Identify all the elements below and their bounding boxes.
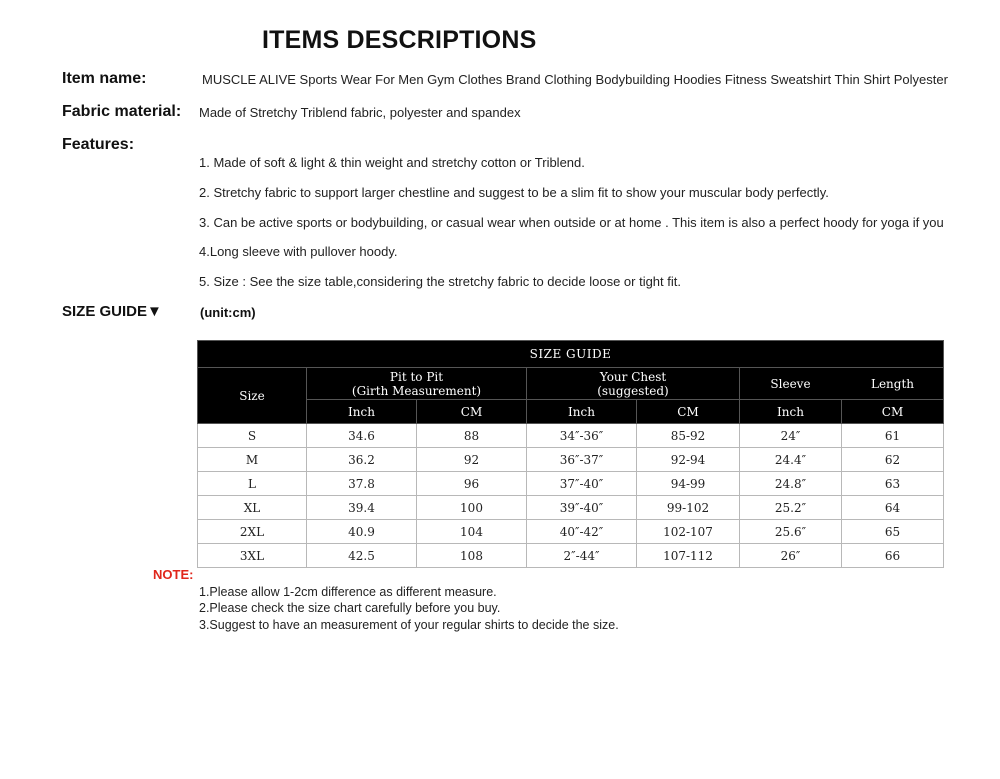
table-subheader-row: [198, 400, 944, 424]
table-cell: 25.2″: [740, 496, 842, 520]
feature-item: 5. Size : See the size table,considering the stretchy fabric to decide loose or tight fit.: [199, 274, 681, 289]
table-cell: 24″: [740, 424, 842, 448]
table-cell: 34.6: [307, 424, 417, 448]
table-cell: 94-99: [637, 472, 740, 496]
table-cell: 40″-42″: [527, 520, 637, 544]
item-name-label: Item name:: [62, 70, 147, 87]
table-cell: 25.6″: [740, 520, 842, 544]
table-cell: XL: [198, 496, 307, 520]
feature-item: 3. Can be active sports or bodybuilding, or casual wear when outside or at home . This item is also a perfect hoody for yoga if you: [199, 215, 944, 230]
table-cell: 96: [417, 472, 527, 496]
table-title: SIZE GUIDE: [198, 341, 944, 368]
table-cell: 37″-40″: [527, 472, 637, 496]
chest-header-line2: (suggested): [597, 383, 669, 398]
subheader-cell: Inch: [307, 400, 417, 424]
table-row: [198, 520, 944, 544]
table-cell: 100: [417, 496, 527, 520]
table-header-row: [198, 368, 944, 400]
size-header: Size: [198, 368, 307, 424]
table-cell: 66: [842, 544, 944, 568]
table-row: [198, 472, 944, 496]
size-guide-table: [197, 340, 944, 568]
table-cell: 39.4: [307, 496, 417, 520]
table-cell: 64: [842, 496, 944, 520]
table-cell: 108: [417, 544, 527, 568]
subheader-cell: CM: [417, 400, 527, 424]
table-cell: S: [198, 424, 307, 448]
table-cell: 24.4″: [740, 448, 842, 472]
table-cell: 99-102: [637, 496, 740, 520]
note-item: 1.Please allow 1-2cm difference as different measure.: [199, 585, 497, 599]
feature-item: 2. Stretchy fabric to support larger chestline and suggest to be a slim fit to show your muscular body perfectly.: [199, 185, 829, 200]
pit-header-line2: (Girth Measurement): [351, 383, 482, 398]
table-cell: 107-112: [637, 544, 740, 568]
chest-header-line1: Your Chest: [599, 369, 667, 384]
table-cell: 39″-40″: [527, 496, 637, 520]
table-cell: 34″-36″: [527, 424, 637, 448]
fabric-value: Made of Stretchy Triblend fabric, polyester and spandex: [199, 105, 521, 120]
pit-header-line1: Pit to Pit: [389, 369, 444, 384]
table-cell: 37.8: [307, 472, 417, 496]
feature-item: 1. Made of soft & light & thin weight and stretchy cotton or Triblend.: [199, 155, 585, 170]
sleeve-header: Sleeve: [740, 368, 842, 400]
pit-header: [307, 368, 527, 400]
table-cell: L: [198, 472, 307, 496]
subheader-cell: CM: [842, 400, 944, 424]
table-cell: 88: [417, 424, 527, 448]
item-name-value: MUSCLE ALIVE Sports Wear For Men Gym Clothes Brand Clothing Bodybuilding Hoodies Fitness Sweatshirt Thin Shirt Polyester: [202, 72, 948, 87]
unit-label: (unit:cm): [200, 305, 256, 320]
subheader-cell: Inch: [740, 400, 842, 424]
table-cell: 92: [417, 448, 527, 472]
table-row: [198, 496, 944, 520]
note-label: NOTE:: [153, 567, 194, 582]
table-cell: 2″-44″: [527, 544, 637, 568]
table-cell: 24.8″: [740, 472, 842, 496]
table-cell: 104: [417, 520, 527, 544]
table-cell: 36″-37″: [527, 448, 637, 472]
feature-item: 4.Long sleeve with pullover hoody.: [199, 244, 398, 259]
table-cell: 36.2: [307, 448, 417, 472]
table-title-row: [198, 341, 944, 368]
table-cell: M: [198, 448, 307, 472]
table-cell: 26″: [740, 544, 842, 568]
subheader-cell: CM: [637, 400, 740, 424]
features-label: Features:: [62, 136, 135, 153]
table-cell: 42.5: [307, 544, 417, 568]
table-cell: 102-107: [637, 520, 740, 544]
length-header: Length: [842, 368, 944, 400]
note-item: 2.Please check the size chart carefully before you buy.: [199, 601, 501, 615]
subheader-cell: Inch: [527, 400, 637, 424]
table-row: [198, 424, 944, 448]
note-item: 3.Suggest to have an measurement of your regular shirts to decide the size.: [199, 618, 619, 632]
table-cell: 3XL: [198, 544, 307, 568]
table-cell: 85-92: [637, 424, 740, 448]
table-cell: 62: [842, 448, 944, 472]
table-cell: 92-94: [637, 448, 740, 472]
table-cell: 63: [842, 472, 944, 496]
table-cell: 65: [842, 520, 944, 544]
table-cell: 40.9: [307, 520, 417, 544]
size-guide-label: SIZE GUIDE▼: [62, 303, 162, 320]
table-row: [198, 448, 944, 472]
table-cell: 2XL: [198, 520, 307, 544]
table-cell: 61: [842, 424, 944, 448]
fabric-label: Fabric material:: [62, 103, 182, 120]
page-title: ITEMS DESCRIPTIONS: [262, 26, 537, 54]
table-row: [198, 544, 944, 568]
chest-header: [527, 368, 740, 400]
